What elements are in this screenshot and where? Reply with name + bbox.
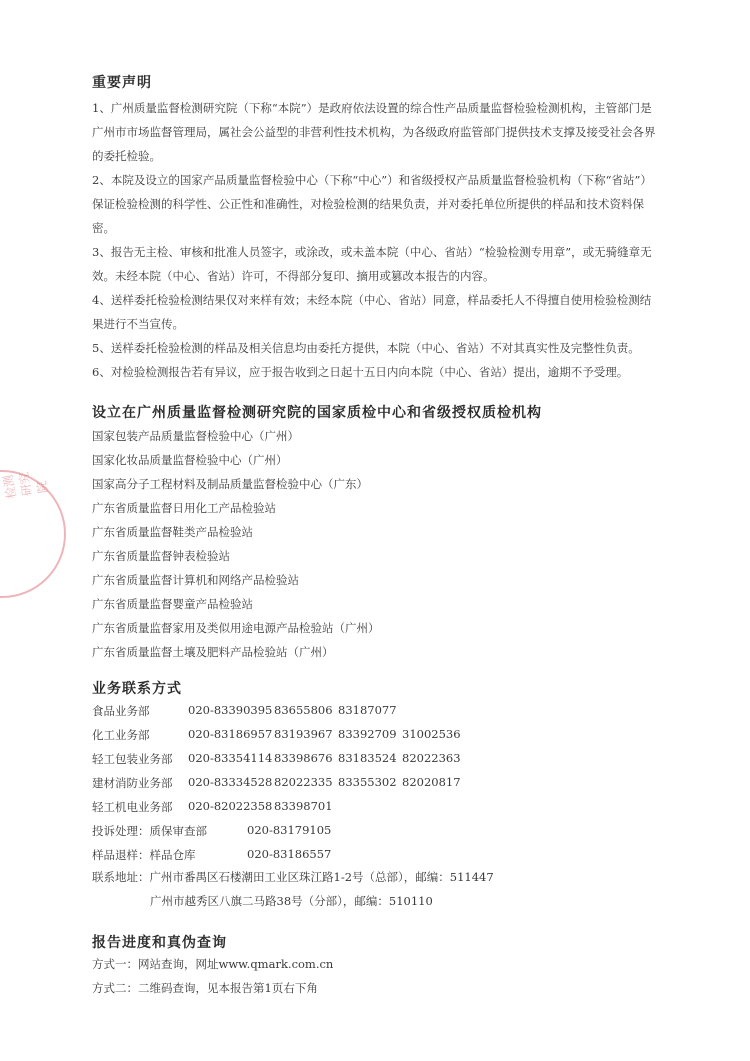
center-item: 广东省质量监督家用及类似用途电源产品检验站（广州）: [92, 621, 380, 635]
department-phone: 020-83334528: [188, 775, 273, 789]
department-phone: 83655806: [274, 703, 333, 717]
declaration-item-4: 4、送样委托检验检测结果仅对来样有效；未经本院（中心、省站）同意，样品委托人不得擅自使用检验检测结果进行不当宣传。: [92, 293, 652, 331]
center-item: 国家包装产品质量监督检验中心（广州）: [92, 429, 299, 443]
complaint-phone: 020-83179105: [247, 823, 332, 837]
sample-return-phone: 020-83186557: [247, 847, 332, 861]
department-name: 轻工机电业务部: [92, 800, 173, 814]
complaint-label: 投诉处理：质保审查部: [92, 824, 207, 838]
centers-title: 设立在广州质量监督检测研究院的国家质检中心和省级授权质检机构: [92, 405, 542, 421]
declaration-item-6: 6、对检验检测报告若有异议，应于报告收到之日起十五日内向本院（中心、省站）提出，逾期不予受理。: [92, 365, 629, 379]
department-name: 轻工包装业务部: [92, 752, 173, 766]
department-phone: 82022363: [402, 751, 461, 765]
address-branch: 广州市越秀区八旗二马路38号（分部），邮编：510110: [150, 894, 433, 908]
department-phone: 82020817: [402, 775, 461, 789]
query-title: 报告进度和真伪查询: [92, 935, 227, 951]
declaration-item-3: 3、报告无主检、审核和批准人员签字，或涂改，或未盖本院（中心、省站）“检验检测专用章”，或无骑缝章无效。未经本院（中心、省站）许可，不得部分复印、摘用或篡改本报告的内容。: [92, 245, 652, 283]
department-phone: 83187077: [338, 703, 397, 717]
center-item: 国家化妆品质量监督检验中心（广州）: [92, 453, 288, 467]
center-item: 广东省质量监督日用化工产品检验站: [92, 501, 276, 515]
department-phone: 83398701: [274, 799, 333, 813]
center-item: 广东省质量监督钟表检验站: [92, 549, 230, 563]
center-item: 国家高分子工程材料及制品质量监督检验中心（广东）: [92, 477, 368, 491]
red-seal-stamp-text: 检测研究院: [0, 470, 51, 500]
center-item: 广东省质量监督计算机和网络产品检验站: [92, 573, 299, 587]
center-item: 广东省质量监督鞋类产品检验站: [92, 525, 253, 539]
sample-return-label: 样品退样：样品仓库: [92, 848, 196, 862]
department-phone: 31002536: [402, 727, 461, 741]
declaration-item-5: 5、送样委托检验检测的样品及相关信息均由委托方提供，本院（中心、省站）不对其真实性及完整性负责。: [92, 341, 640, 355]
declaration-title: 重要声明: [92, 75, 152, 91]
address-headquarters: 联系地址：广州市番禺区石楼潮田工业区珠江路1-2号（总部），邮编：511447: [92, 870, 494, 884]
center-item: 广东省质量监督婴童产品检验站: [92, 597, 253, 611]
department-phone: 83193967: [274, 727, 333, 741]
center-item: 广东省质量监督土壤及肥料产品检验站（广州）: [92, 645, 334, 659]
department-phone: 82022335: [274, 775, 333, 789]
department-phone: 83398676: [274, 751, 333, 765]
department-name: 化工业务部: [92, 728, 150, 742]
department-name: 食品业务部: [92, 704, 150, 718]
department-phone: 020-82022358: [188, 799, 273, 813]
contact-title: 业务联系方式: [92, 681, 182, 697]
department-name: 建材消防业务部: [92, 776, 173, 790]
declaration-item-1: 1、广州质量监督检测研究院（下称“本院”）是政府依法设置的综合性产品质量监督检验检测机构，主管部门是广州市市场监督管理局，属社会公益型的非营利性技术机构，为各级政府监管部门提供技术支撑及接受社会各界的委托检验。: [92, 101, 656, 163]
query-method-website: 方式一：网站查询，网址www.qmark.com.cn: [92, 957, 334, 971]
department-phone: 020-83390395: [188, 703, 273, 717]
department-phone: 83183524: [338, 751, 397, 765]
department-phone: 020-83354114: [188, 751, 273, 765]
department-phone: 83355302: [338, 775, 397, 789]
department-phone: 020-83186957: [188, 727, 273, 741]
department-phone: 83392709: [338, 727, 397, 741]
declaration-item-2: 2、本院及设立的国家产品质量监督检验中心（下称“中心”）和省级授权产品质量监督检验机构（下称“省站”）保证检验检测的科学性、公正性和准确性，对检验检测的结果负责，并对委托单位所提供的样品和技术资料保密。: [92, 173, 652, 235]
query-method-qrcode: 方式二：二维码查询，见本报告第1页右下角: [92, 981, 318, 995]
